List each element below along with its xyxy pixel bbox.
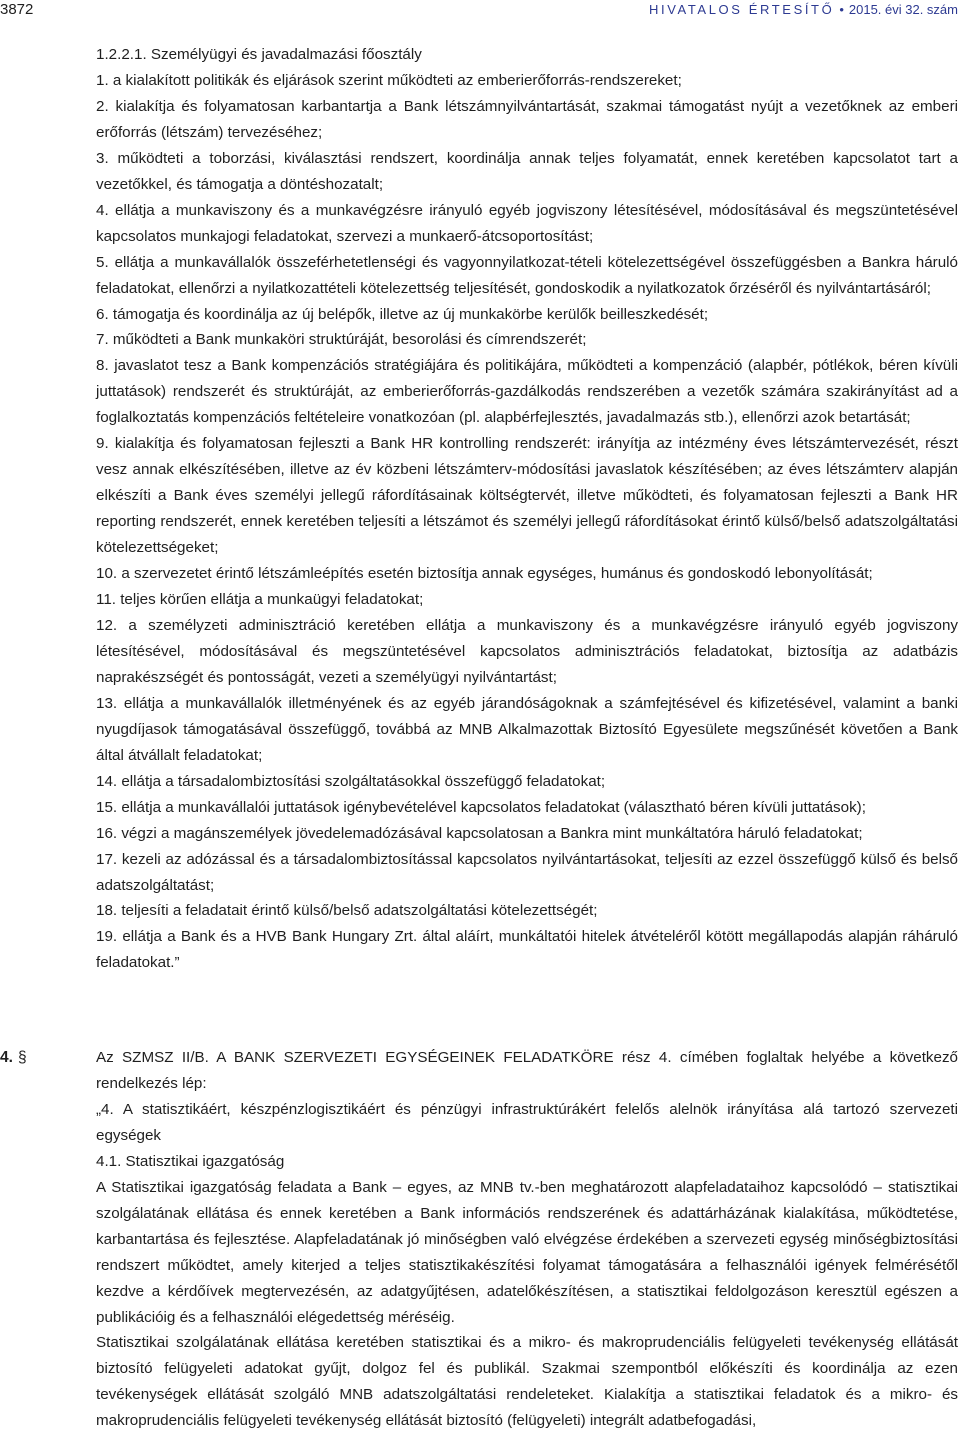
list-item: 16. végzi a magánszemélyek jövedelemadózásával kapcsolatosan a Bankra mint munkáltatóra háruló feladatokat; bbox=[96, 824, 863, 842]
list-item: 11. teljes körűen ellátja a munkaügyi feladatokat; bbox=[96, 591, 424, 609]
list-item: 19. ellátja a Bank és a HVB Bank Hungary Zrt. által aláírt, munkáltatói hitelek átvételéről kötött megállapodás alapján ráháruló feladatokat.” bbox=[96, 928, 958, 972]
list-item: 15. ellátja a munkavállalói juttatások igénybevételével kapcsolatos feladatokat (választható béren kívüli juttatások); bbox=[96, 798, 866, 816]
page-number: 3872 bbox=[0, 1, 34, 18]
section-sign: § bbox=[17, 1049, 27, 1066]
list-item: 1. a kialakított politikák és eljárások szerint működteti az emberierőforrás-rendszereket; bbox=[96, 71, 682, 89]
journal-name: HIVATALOS ÉRTESÍTŐ bbox=[649, 2, 835, 17]
list-item: 12. a személyzeti adminisztráció keretében ellátja a munkaviszony és a munkavégzésre irányuló egyéb jogviszony létesítésével, módosításával és megszüntetésével kapcsolatos adminisztrációs feladatokat, biztosítja az adatbázis naprakészségét és pontosságát, vezeti a személyügyi nyilvántartást; bbox=[96, 616, 958, 686]
header-separator: • bbox=[839, 2, 844, 17]
list-item: 4. ellátja a munkaviszony és a munkavégzésre irányuló egyéb jogviszony létesítésével, módosításával és megszüntetésével kapcsolatos munkajogi feladatokat, szervezi a munkaerő-átcsoportosítást; bbox=[96, 201, 958, 245]
list-item: 8. javaslatot tesz a Bank kompenzációs stratégiájára és politikájára, működteti a kompenzáció (alapbér, pótlékok, béren kívüli juttatások) rendszerét és struktúráját, az emberierőforrás-gazdálkodás rendszerében a vezetők számára szakirányítást ad a foglalkoztatás kompenzációs feltételeire vonatkozóan (pl. alapbérfejlesztés, javadalmazás stb.), ellenőrzi azok betartását; bbox=[96, 357, 958, 427]
list-item: 14. ellátja a társadalombiztosítási szolgáltatásokkal összefüggő feladatokat; bbox=[96, 772, 606, 790]
list-item: 10. a szervezetet érintő létszámleépítés esetén biztosítja annak egységes, humánus és gondoskodó lebonyolítását; bbox=[96, 565, 873, 583]
statistics-directorate-heading: 4.1. Statisztikai igazgatóság bbox=[96, 1152, 285, 1170]
list-item: 18. teljesíti a feladatait érintő külső/belső adatszolgáltatási kötelezettségét; bbox=[96, 902, 598, 920]
list-item: 5. ellátja a munkavállalók összeférhetetlenségi és vagyonnyilatkozat-tételi kötelezettségével összefüggésben a Bankra háruló feladatokat, ellenőrzi a nyilatkozattételi kötelezettség teljesítését, gondoskodik a nyilatkozatok őrzéséről és nyilvántartásáról; bbox=[96, 253, 958, 297]
list-item: 9. kialakítja és folyamatosan fejleszti a Bank HR kontrolling rendszerét: irányítja az intézmény éves létszámtervezését, részt vesz annak elkészítésében, illetve az év közbeni létszámterv-módosítási javaslatok készítésében; az éves létszámterv alapján elkészíti a Bank éves személyi jellegű ráfordításainak költségtervét, illetve működteti, és folyamatosan fejleszti a Bank HR reporting rendszerét, ennek keretében teljesíti a létszámot és személyi jellegű ráfordításokat érintő külső/belső adatszolgáltatási kötelezettségeket; bbox=[96, 435, 958, 557]
journal-header bbox=[649, 0, 958, 20]
list-item: 6. támogatja és koordinálja az új belépők, illetve az új munkakörbe kerülők beilleszkedését; bbox=[96, 305, 709, 323]
list-item: 7. működteti a Bank munkaköri struktúráját, besorolási és címrendszerét; bbox=[96, 331, 587, 349]
personnel-department-section bbox=[96, 42, 958, 976]
list-item: 17. kezeli az adózással és a társadalombiztosítással kapcsolatos nyilvántartásokat, teljesíti az ezzel összefüggő külső és belső adatszolgáltatást; bbox=[96, 850, 958, 894]
list-item: 2. kialakítja és folyamatosan karbantartja a Bank létszámnyilvántartását, szakmai támogatást nyújt a vezetőknek az emberi erőforrás (létszám) tervezéséhez; bbox=[96, 97, 958, 141]
subsection-heading: 1.2.2.1. Személyügyi és javadalmazási főosztály bbox=[96, 46, 422, 63]
section-intro: Az SZMSZ II/B. A BANK SZERVEZETI EGYSÉGEINEK FELADATKÖRE rész 4. címében foglaltak helyébe a következő rendelkezés lép: bbox=[96, 1049, 958, 1092]
quote-heading: „4. A statisztikáért, készpénzlogisztikáért és pénzügyi infrastruktúrákért felelős alelnök irányítása alá tartozó szervezeti egységek bbox=[96, 1100, 958, 1144]
issue-label: 2015. évi 32. szám bbox=[848, 2, 958, 17]
list-item: 13. ellátja a munkavállalók illetményének és az egyéb járandóságoknak a számfejtésével és kifizetésével, valamint a banki nyugdíjasok támogatásával összefüggő, továbbá az MNB Alkalmazottak Biztosító Egyesülete megszűnését követően a Bank által átvállalt feladatokat; bbox=[96, 694, 958, 764]
section-marker bbox=[0, 1045, 90, 1071]
paragraph: A Statisztikai igazgatóság feladata a Bank – egyes, az MNB tv.-ben meghatározott alapfeladataihoz kapcsolódó – statisztikai szolgálatának ellátása és ennek keretében a Bank információs rendszerének és adattárházának kialakítása, működtetése, karbantartása és fejlesztése. Alapfeladatának jó minőségben való elvégzése érdekében a szervezeti egység minőségbiztosítási rendszert működtet, amely kiterjed a teljes statisztikakészítési folyamat támogatására a felhasználói igények felmérésétől kezdve a kérdőívek megtervezésén, az adatgyűjtésen, adatelőkészítésen, a statisztikai feldolgozáson keresztül egészen a publikációig és a felhasználói elégedettség méréséig. bbox=[96, 1178, 958, 1326]
section-number: 4. bbox=[0, 1049, 13, 1066]
list-item: 3. működteti a toborzási, kiválasztási rendszert, koordinálja annak teljes folyamatát, ennek keretében kapcsolatot tart a vezetőkkel, és támogatja a döntéshozatalt; bbox=[96, 149, 958, 193]
section-4-body bbox=[96, 1045, 958, 1434]
paragraph: Statisztikai szolgálatának ellátása keretében statisztikai és a mikro- és makroprudenciális felügyeleti tevékenység ellátását biztosító felügyeleti adatokat gyűjt, dolgoz fel és publikál. Szakmai szempontból előkészíti és koordinálja az ezen tevékenységek ellátását szolgáló MNB adatszolgáltatási rendeleteket. Kialakítja a statisztikai feladatok és a mikro- és makroprudenciális felügyeleti tevékenység ellátását biztosító (felügyeleti) integrált adatbefogadási, bbox=[96, 1334, 958, 1430]
